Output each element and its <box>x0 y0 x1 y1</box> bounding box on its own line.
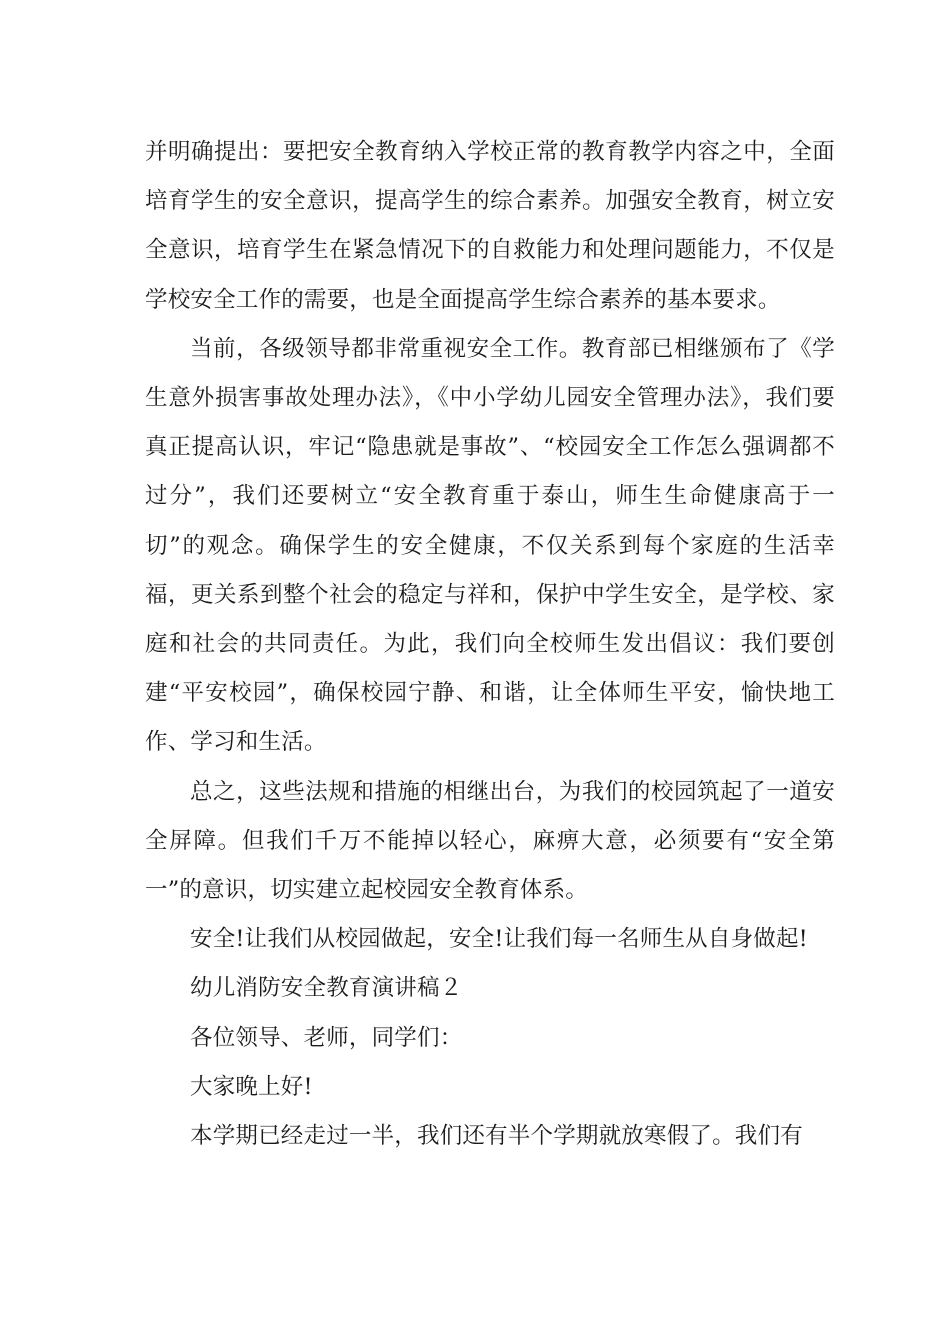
document-body <box>145 128 835 1161</box>
section-title: 幼儿消防安全教育演讲稿２ <box>190 975 463 1002</box>
paragraph-conclusion: 总之，这些法规和措施的相继出台，为我们的校园筑起了一道安全屏障。但我们千万不能掉以轻心，麻痹大意，必须要有“安全第一”的意识，切实建立起校园安全教育体系。 <box>145 778 835 904</box>
salutation: 各位领导、老师，同学们： <box>190 1024 463 1051</box>
paragraph-continuation: 并明确提出：要把安全教育纳入学校正常的教育教学内容之中，全面培育学生的安全意识，提高学生的综合素养。加强安全教育，树立安全意识，培育学生在紧急情况下的自救能力和处理问题能力，不仅是学校安全工作的需要，也是全面提高学生综合素养的基本要求。 <box>145 139 835 313</box>
paragraph-current-situation: 当前，各级领导都非常重视安全工作。教育部已相继颁布了《学生意外损害事故处理办法》，《中小学幼儿园安全管理办法》，我们要真正提高认识，牢记“隐患就是事故”、“校园安全工作怎么强调都不过分”，我们还要树立“安全教育重于泰山，师生生命健康高于一切”的观念。确保学生的安全健康，不仅关系到每个家庭的生活幸福，更关系到整个社会的稳定与祥和，保护中学生安全，是学校、家庭和社会的共同责任。为此，我们向全校师生发出倡议：我们要创建“平安校园”，确保校园宁静、和谐，让全体师生平安，愉快地工作、学习和生活。 <box>145 335 835 756</box>
paragraph-slogan: 安全!让我们从校园做起，安全!让我们每一名师生从自身做起! <box>190 926 808 953</box>
paragraph-opening: 本学期已经走过一半，我们还有半个学期就放寒假了。我们有 <box>190 1123 803 1150</box>
greeting: 大家晚上好! <box>190 1073 313 1100</box>
